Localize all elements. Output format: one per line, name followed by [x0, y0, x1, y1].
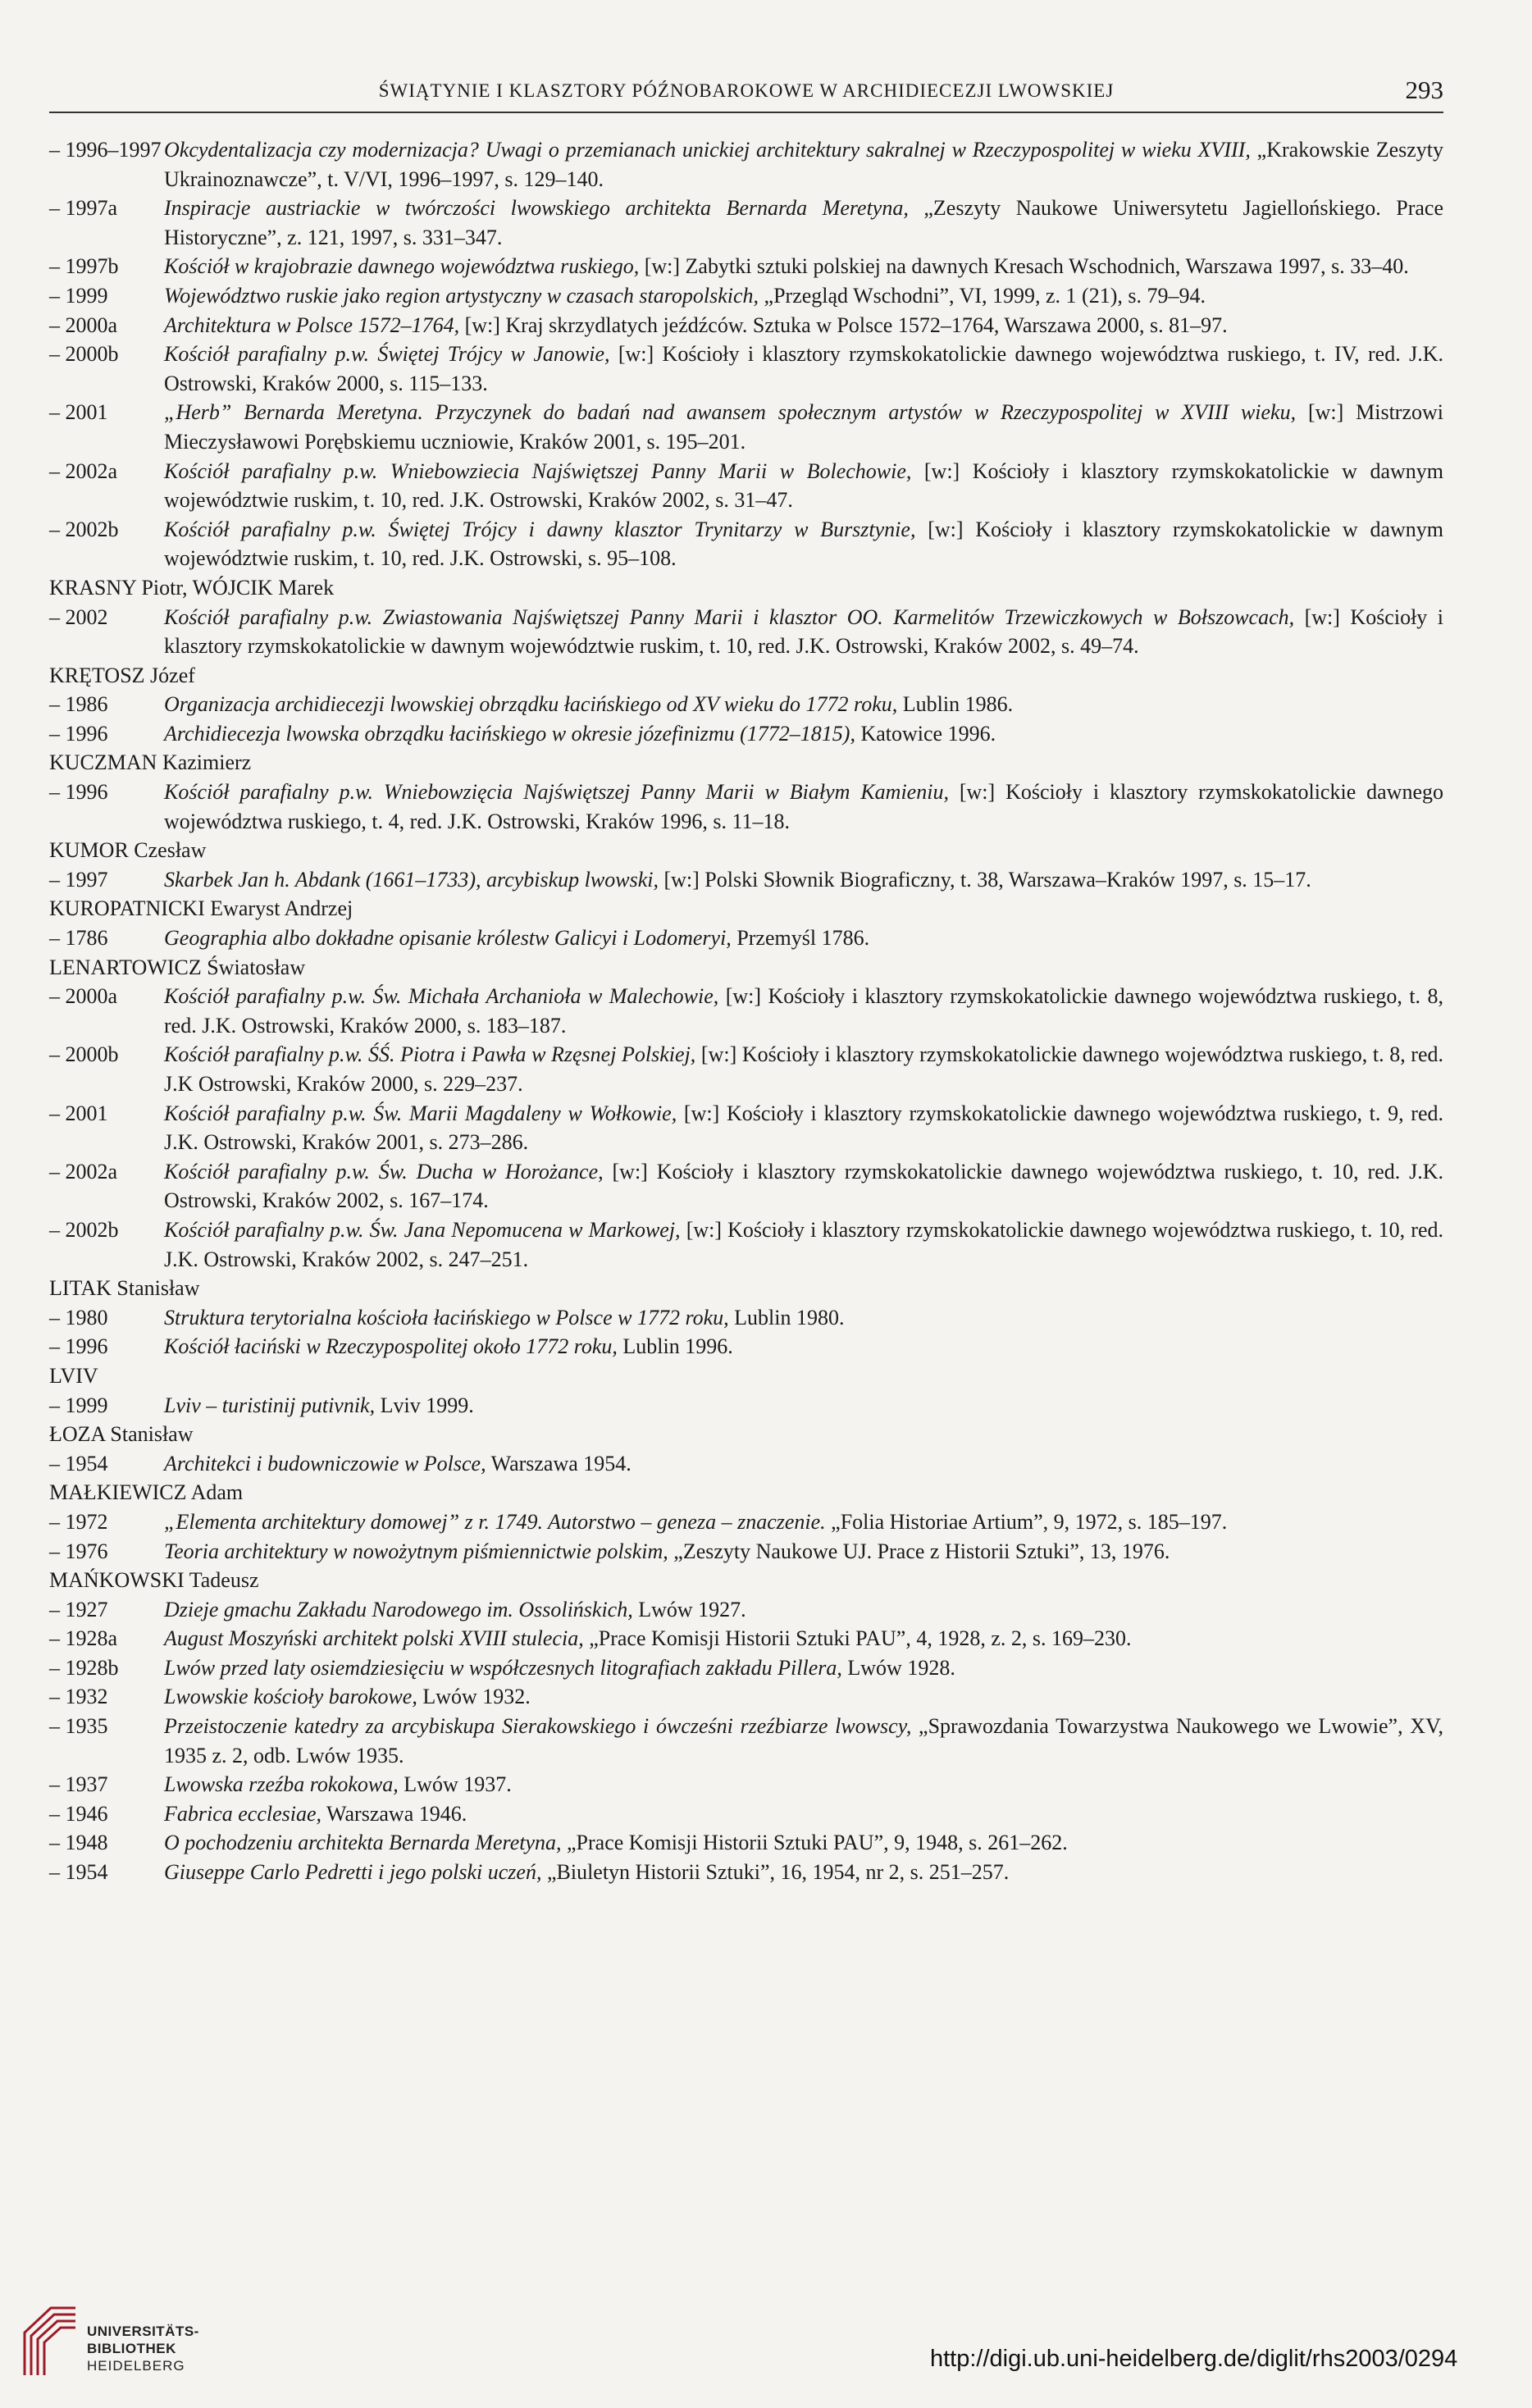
entry-title: August Moszyński architekt polski XVIII stulecia,: [164, 1626, 584, 1651]
entry-year: – 1948: [49, 1831, 108, 1855]
bibliography-entry: [49, 1828, 1443, 1858]
entry-year: – 2002: [49, 604, 108, 629]
entry-text: [164, 1303, 1443, 1333]
bibliography-list: [49, 135, 1443, 1887]
entry-text: [164, 1215, 1443, 1274]
entry-publication: „Sprawozdania Towarzystwa Naukowego we Lwowie”, XV, 1935 z. 2, odb. Lwów 1935.: [164, 1714, 1443, 1767]
bibliography-entry: [49, 1682, 1443, 1712]
entry-publication: „Folia Historiae Artium”, 9, 1972, s. 185–197.: [825, 1509, 1228, 1534]
entry-text: [164, 690, 1443, 719]
bibliography-entry: [49, 1624, 1443, 1653]
entry-publication: „Zeszyty Naukowe Uniwersytetu Jagiellońskiego. Prace Historyczne”, z. 121, 1997, s. 331–347.: [164, 196, 1444, 249]
entry-text: [164, 1858, 1443, 1887]
entry-text: [164, 1157, 1443, 1215]
entry-text: [164, 719, 1443, 749]
entry-publication: [w:] Kościoły i klasztory rzymskokatolickie w dawnym województwie ruskim, t. 10, red. J.K. Ostrowski, Kraków 2002, s. 31–47.: [164, 458, 1443, 513]
author-heading: KRĘTOSZ Józef: [49, 663, 195, 687]
entry-text: [164, 1099, 1443, 1157]
entry-publication: [w:] Kościoły i klasztory rzymskokatolickie dawnego województwa ruskiego, t. 8, red. J.K Ostrowski, Kraków 2000, s. 229–237.: [164, 1042, 1444, 1096]
author-heading: LVIV: [49, 1363, 98, 1388]
entry-text: [164, 311, 1443, 340]
bibliography-entry: [49, 252, 1443, 281]
library-name: [87, 2323, 199, 2374]
author-heading: KUCZMAN Kazimierz: [49, 750, 252, 775]
entry-year: – 1976: [49, 1539, 108, 1563]
entry-year: – 1996: [49, 721, 108, 746]
entry-publication: „Zeszyty Naukowe UJ. Prace z Historii Sztuki”, 13, 1976.: [668, 1539, 1170, 1563]
entry-text: [164, 457, 1443, 515]
page-number: 293: [1405, 75, 1443, 104]
entry-title: Kościół w krajobrazie dawnego województwa ruskiego,: [164, 254, 640, 279]
entry-year: – 1946: [49, 1801, 108, 1826]
entry-text: [164, 135, 1443, 194]
running-title: ŚWIĄTYNIE I KLASZTORY PÓŹNOBAROKOWE W ARCHIDIECEZJI LWOWSKIEJ: [378, 80, 1115, 101]
library-logo-icon: [18, 2305, 79, 2378]
library-logo: [18, 2305, 223, 2387]
entry-year: – 1935: [49, 1714, 108, 1739]
entry-title: Przeistoczenie katedry za arcybiskupa Sierakowskiego i ówcześni rzeźbiarze lwowscy,: [164, 1714, 912, 1739]
entry-title: Dzieje gmachu Zakładu Narodowego im. Ossolińskich,: [164, 1597, 633, 1621]
entry-publication: „Przegląd Wschodni”, VI, 1999, z. 1 (21), s. 79–94.: [759, 283, 1206, 308]
entry-publication: Lwów 1932.: [417, 1685, 531, 1709]
bibliography-entry: [49, 311, 1443, 340]
entry-title: Kościół parafialny p.w. Świętej Trójcy w Janowie,: [164, 342, 610, 367]
entry-title: Województwo ruskie jako region artystyczny w czasach staropolskich,: [164, 283, 759, 308]
entry-title: Okcydentalizacja czy modernizacja? Uwagi o przemianach unickiej architektury sakralnej w Rzeczypospolitej w wieku XVIII,: [164, 138, 1251, 162]
entry-year: – 1927: [49, 1597, 108, 1621]
entry-title: Archidiecezja lwowska obrządku łacińskiego w okresie józefinizmu (1772–1815),: [164, 721, 855, 746]
entry-text: [164, 1332, 1443, 1361]
entry-year: – 2002a: [49, 1159, 118, 1183]
entry-publication: Lviv 1999.: [375, 1393, 474, 1417]
entry-title: „Herb” Bernarda Meretyna. Przyczynek do badań nad awansem społecznym artystów w Rzeczypospolitej w XVIII wieku,: [164, 400, 1297, 425]
entry-publication: Lwów 1928.: [841, 1655, 955, 1680]
entry-text: [164, 1712, 1443, 1770]
entry-publication: [w:] Zabytki sztuki polskiej na dawnych Kresach Wschodnich, Warszawa 1997, s. 33–40.: [639, 254, 1409, 279]
bibliography-entry: [49, 1770, 1443, 1799]
entry-text: [164, 603, 1443, 661]
entry-publication: Przemyśl 1786.: [731, 926, 870, 951]
bibliography-entry: [49, 1858, 1443, 1887]
entry-text: [164, 1770, 1443, 1799]
entry-title: Giuseppe Carlo Pedretti i jego polski uczeń,: [164, 1860, 542, 1885]
author-heading: KRASNY Piotr, WÓJCIK Marek: [49, 575, 335, 600]
entry-year: – 2000a: [49, 312, 118, 337]
entry-text: [164, 1040, 1443, 1098]
entry-text: [164, 778, 1443, 836]
bibliography-entry: [49, 1332, 1443, 1361]
bibliography-entry: [49, 281, 1443, 311]
author-heading: MAŁKIEWICZ Adam: [49, 1480, 244, 1505]
entry-publication: [w:] Kościoły i klasztory rzymskokatolickie dawnego województwa ruskiego, t. IV, red. J.K. Ostrowski, Kraków 2000, s. 115–133.: [164, 342, 1443, 395]
entry-publication: [w:] Kościoły i klasztory rzymskokatolickie w dawnym województwie ruskim, t. 10, red. J.K. Ostrowski, Kraków 2002, s. 49–74.: [164, 604, 1444, 659]
entry-text: [164, 252, 1443, 281]
library-line-2: BIBLIOTHEK: [87, 2341, 176, 2356]
bibliography-entry: [49, 1712, 1443, 1770]
entry-text: [164, 194, 1443, 252]
bibliography-entry: [49, 1040, 1443, 1098]
entry-text: [164, 340, 1443, 398]
entry-title: Geographia albo dokładne opisanie królestw Galicyi i Lodomeryi,: [164, 926, 732, 951]
entry-text: [164, 1682, 1443, 1712]
entry-title: Skarbek Jan h. Abdank (1661–1733), arcybiskup lwowski,: [164, 867, 659, 892]
entry-title: Inspiracje austriackie w twórczości lwowskiego architekta Bernarda Meretyna,: [164, 196, 909, 221]
entry-text: [164, 1449, 1443, 1479]
bibliography-entry: [49, 1595, 1443, 1625]
bibliography-entry: [49, 1391, 1443, 1421]
bibliography-entry: [49, 135, 1443, 194]
entry-year: – 1999: [49, 1393, 108, 1417]
bibliography-entry: [49, 1507, 1443, 1537]
bibliography-entry: [49, 1799, 1443, 1829]
entry-text: [164, 865, 1443, 895]
bibliography-entry: [49, 1303, 1443, 1333]
entry-text: [164, 1391, 1443, 1421]
entry-title: Lwów przed laty osiemdziesięciu w współczesnych litografiach zakładu Pillera,: [164, 1655, 842, 1680]
entry-year: – 1996–1997: [49, 138, 162, 162]
entry-year: – 2001: [49, 1101, 108, 1125]
entry-publication: [w:] Kraj skrzydlatych jeźdźców. Sztuka w Polsce 1572–1764, Warszawa 2000, s. 81–97.: [459, 312, 1228, 337]
entry-title: O pochodzeniu architekta Bernarda Meretyna,: [164, 1831, 562, 1855]
page-header: [49, 75, 1443, 113]
author-heading: KUROPATNICKI Ewaryst Andrzej: [49, 896, 353, 921]
entry-text: [164, 1537, 1443, 1567]
bibliography-entry: [49, 340, 1443, 398]
entry-text: [164, 515, 1443, 573]
entry-publication: Lublin 1996.: [617, 1334, 733, 1359]
entry-title: Kościół parafialny p.w. Wniebowziecia Najświętszej Panny Marii w Bolechowie,: [164, 458, 912, 483]
entry-title: Architektura w Polsce 1572–1764,: [164, 312, 460, 337]
entry-title: Kościół parafialny p.w. Św. Michała Archanioła w Malechowie,: [164, 984, 719, 1009]
entry-publication: Warszawa 1954.: [486, 1451, 631, 1475]
bibliography-entry: [49, 865, 1443, 895]
entry-title: Kościół parafialny p.w. Zwiastowania Najświętszej Panny Marii i klasztor OO. Karmelitów Trzewiczkowych w Bołszowcach,: [164, 604, 1295, 629]
entry-year: – 1997a: [49, 196, 118, 221]
author-heading: LENARTOWICZ Światosław: [49, 955, 306, 979]
entry-text: [164, 398, 1443, 456]
author-heading: ŁOZA Stanisław: [49, 1422, 194, 1447]
entry-year: – 1932: [49, 1685, 108, 1709]
entry-year: – 1986: [49, 692, 108, 717]
entry-year: – 1999: [49, 283, 108, 308]
source-url[interactable]: http://digi.ub.uni-heidelberg.de/diglit/rhs2003/0294: [930, 2346, 1458, 2372]
bibliography-entry: [49, 690, 1443, 719]
entry-year: – 2000b: [49, 1042, 119, 1067]
entry-year: – 2000a: [49, 984, 118, 1009]
bibliography-entry: [49, 457, 1443, 515]
author-heading: LITAK Stanisław: [49, 1276, 200, 1301]
entry-year: – 1786: [49, 926, 108, 951]
entry-year: – 2002b: [49, 1217, 119, 1242]
entry-title: Struktura terytorialna kościoła łacińskiego w Polsce w 1772 roku,: [164, 1305, 729, 1329]
entry-title: Kościół łaciński w Rzeczypospolitej około 1772 roku,: [164, 1334, 618, 1359]
entry-year: – 1997b: [49, 254, 119, 279]
entry-publication: Warszawa 1946.: [321, 1801, 467, 1826]
entry-publication: Lwów 1927.: [632, 1597, 746, 1621]
entry-title: Architekci i budowniczowie w Polsce,: [164, 1451, 486, 1475]
entry-title: Kościół parafialny p.w. Św. Jana Nepomucena w Markowej,: [164, 1217, 681, 1242]
entry-publication: [w:] Kościoły i klasztory rzymskokatolickie dawnego województwa ruskiego, t. 8, red. J.K. Ostrowski, Kraków 2000, s. 183–187.: [164, 984, 1443, 1038]
author-heading: KUMOR Czesław: [49, 838, 207, 863]
entry-year: – 1996: [49, 1334, 108, 1359]
entry-publication: [w:] Kościoły i klasztory rzymskokatolickie dawnego województwa ruskiego, t. 10, red. J.K. Ostrowski, Kraków 2002, s. 247–251.: [164, 1217, 1443, 1271]
entry-text: [164, 1595, 1443, 1625]
entry-year: – 1980: [49, 1305, 108, 1329]
entry-publication: [w:] Kościoły i klasztory rzymskokatolickie dawnego województwa ruskiego, t. 10, red. J.K. Ostrowski, Kraków 2002, s. 167–174.: [164, 1159, 1444, 1213]
entry-publication: Katowice 1996.: [855, 721, 996, 746]
entry-year: – 1997: [49, 867, 108, 892]
entry-title: Kościół parafialny p.w. Wniebowzięcia Najświętszej Panny Marii w Białym Kamieniu,: [164, 780, 949, 805]
entry-title: „Elementa architektury domowej” z r. 1749. Autorstwo – geneza – znaczenie.: [164, 1509, 826, 1534]
entry-text: [164, 924, 1443, 953]
entry-text: [164, 982, 1443, 1040]
entry-text: [164, 1828, 1443, 1858]
bibliography-entry: [49, 1157, 1443, 1215]
bibliography-entry: [49, 719, 1443, 749]
entry-year: – 1972: [49, 1509, 108, 1534]
bibliography-entry: [49, 778, 1443, 836]
bibliography-entry: [49, 1449, 1443, 1479]
entry-year: – 1954: [49, 1451, 108, 1475]
entry-title: Teoria architektury w nowożytnym piśmiennictwie polskim,: [164, 1539, 668, 1563]
bibliography-entry: [49, 1537, 1443, 1567]
entry-text: [164, 1507, 1443, 1537]
entry-title: Lwowskie kościoły barokowe,: [164, 1685, 417, 1709]
bibliography-entry: [49, 1215, 1443, 1274]
entry-publication: „Prace Komisji Historii Sztuki PAU”, 9, 1948, s. 261–262.: [561, 1831, 1068, 1855]
entry-publication: [w:] Polski Słownik Biograficzny, t. 38, Warszawa–Kraków 1997, s. 15–17.: [658, 867, 1311, 892]
entry-year: – 1937: [49, 1772, 108, 1797]
bibliography-entry: [49, 603, 1443, 661]
bibliography-entry: [49, 515, 1443, 573]
entry-year: – 2000b: [49, 342, 119, 367]
entry-year: – 2002a: [49, 458, 118, 483]
entry-title: Lviv – turistinij putivnik,: [164, 1393, 376, 1417]
bibliography-entry: [49, 1653, 1443, 1683]
entry-year: – 2002b: [49, 517, 119, 541]
entry-title: Lwowska rzeźba rokokowa,: [164, 1772, 399, 1797]
entry-publication: „Biuletyn Historii Sztuki”, 16, 1954, nr 2, s. 251–257.: [541, 1860, 1010, 1885]
entry-year: – 1928b: [49, 1655, 119, 1680]
entry-publication: [w:] Mistrzowi Mieczysławowi Porębskiemu uczniowie, Kraków 2001, s. 195–201.: [164, 400, 1443, 454]
entry-text: [164, 1653, 1443, 1683]
entry-year: – 1928a: [49, 1626, 118, 1651]
bibliography-entry: [49, 982, 1443, 1040]
entry-publication: Lublin 1986.: [897, 692, 1014, 717]
entry-publication: [w:] Kościoły i klasztory rzymskokatolickie w dawnym województwie ruskim, t. 10, red. J.K. Ostrowski, s. 95–108.: [164, 517, 1443, 571]
library-line-3: HEIDELBERG: [87, 2358, 185, 2374]
entry-title: Kościół parafialny p.w. ŚŚ. Piotra i Pawła w Rzęsnej Polskiej,: [164, 1042, 696, 1067]
entry-title: Kościół parafialny p.w. Św. Marii Magdaleny w Wołkowie,: [164, 1101, 677, 1125]
entry-publication: „Prace Komisji Historii Sztuki PAU”, 4, 1928, z. 2, s. 169–230.: [583, 1626, 1132, 1651]
entry-year: – 1954: [49, 1860, 108, 1885]
entry-title: Fabrica ecclesiae,: [164, 1801, 322, 1826]
library-line-1: UNIVERSITÄTS-: [87, 2324, 199, 2339]
entry-text: [164, 1624, 1443, 1653]
entry-publication: „Krakowskie Zeszyty Ukrainoznawcze”, t. V/VI, 1996–1997, s. 129–140.: [164, 138, 1444, 191]
entry-publication: Lublin 1980.: [728, 1305, 845, 1329]
entry-publication: [w:] Kościoły i klasztory rzymskokatolickie dawnego województwa ruskiego, t. 9, red. J.K. Ostrowski, Kraków 2001, s. 273–286.: [164, 1101, 1443, 1155]
entry-year: – 2001: [49, 400, 108, 425]
bibliography-entry: [49, 398, 1443, 456]
entry-publication: [w:] Kościoły i klasztory rzymskokatolickie dawnego województwa ruskiego, t. 4, red. J.K. Ostrowski, Kraków 1996, s. 11–18.: [164, 780, 1443, 833]
entry-text: [164, 281, 1443, 311]
entry-title: Organizacja archidiecezji lwowskiej obrządku łacińskiego od XV wieku do 1772 roku,: [164, 692, 898, 717]
bibliography-entry: [49, 194, 1443, 252]
author-heading: MAŃKOWSKI Tadeusz: [49, 1568, 259, 1593]
entry-title: Kościół parafialny p.w. Św. Ducha w Horożance,: [164, 1159, 604, 1183]
bibliography-entry: [49, 1099, 1443, 1157]
entry-text: [164, 1799, 1443, 1829]
entry-year: – 1996: [49, 780, 108, 805]
entry-title: Kościół parafialny p.w. Świętej Trójcy i dawny klasztor Trynitarzy w Bursztynie,: [164, 517, 916, 541]
bibliography-entry: [49, 924, 1443, 953]
entry-publication: Lwów 1937.: [398, 1772, 512, 1797]
